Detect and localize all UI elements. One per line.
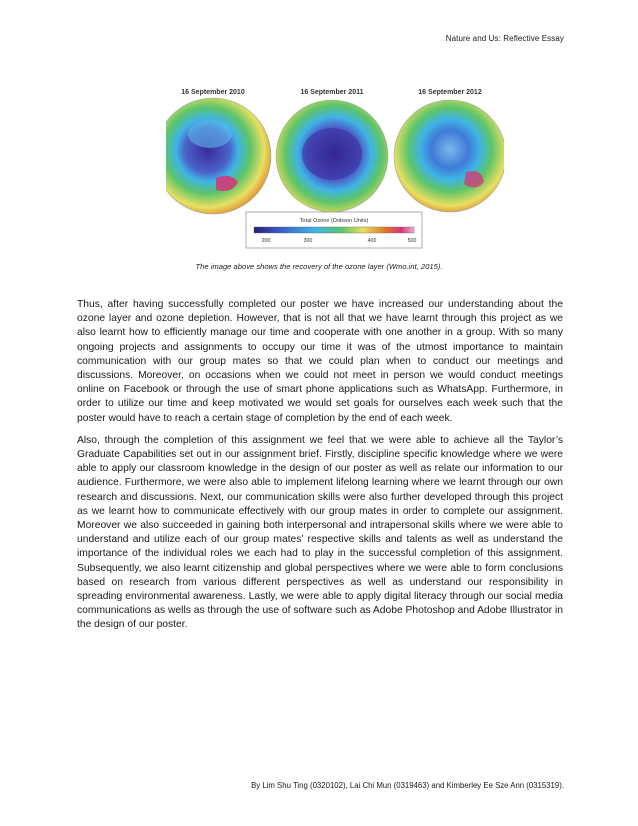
figure-caption: The image above shows the recovery of the ozone layer (Wmo.int, 2015). <box>195 262 443 271</box>
page-header: Nature and Us: Reflective Essay <box>445 34 564 43</box>
legend-tick: 200 <box>261 238 271 244</box>
ozone-figure <box>166 82 504 258</box>
ozone-globe-2011 <box>276 100 388 212</box>
legend-tick: 300 <box>303 238 313 244</box>
essay-body <box>77 298 563 641</box>
ozone-legend <box>246 212 422 248</box>
panel-date-2011: 16 September 2011 <box>300 89 364 96</box>
ozone-maps-image <box>166 82 504 258</box>
paragraph: Thus, after having successfully completed our poster we have increased our understanding about the ozone layer and ozone depletion. However, that is not all that we have learnt through this project as we also learnt how to efficiently manage our time and cooperate with one another in a group. With so many ongoing projects and assignments to occupy our time it was of the utmost importance to maintain communication with our group mates so that we could plan when to conduct our meetings and discussions. Moreover, on occasions when we could not meet in person we would conduct meetings online on Facebook or through the use of smart phone applications such as WhatsApp. Furthermore, in order to utilize our time and keep motivated we would set goals for ourselves each week such that the poster would have to reach a certain stage of completion by the end of each week. <box>77 299 563 424</box>
legend-tick: 500 <box>407 238 417 244</box>
paragraph: Also, through the completion of this assignment we feel that we were able to achieve all the Taylor’s Graduate Capabilities set out in our assignment brief. Firstly, discipline specific knowledge where we were able to apply our classroom knowledge in the design of our poster as well as relate our information to our audience. Furthermore, we were also able to implement lifelong learning where we learnt through our own research and discussions. Next, our communication skills were also further developed through this project as we learnt how to communicate effectively with our group mates in order to complete our assignment. Moreover we also succeeded in gaining both interpersonal and intrapersonal skills where we were able to understand and utilize each of our group mates’ respective skills and talents as well as understand the importance of the individual roles we each had to play in the successful completion of this assignment. Subsequently, we also learnt citizenship and global perspectives where we were able to form conclusions based on research from various different perspectives as well as understand our responsibility in spreading environmental awareness. Lastly, we were able to apply digital literacy through our social media communications as wells as through the use of software such as Adobe Photoshop and Adobe Illustrator in the design of our poster. <box>77 434 563 631</box>
legend-title: Total Ozone (Dobson Units) <box>299 218 369 224</box>
panel-date-2010: 16 September 2010 <box>181 89 245 96</box>
legend-color-bar <box>254 227 414 233</box>
panel-date-2012: 16 September 2012 <box>418 89 482 96</box>
ozone-globe-2010 <box>166 98 271 214</box>
legend-tick: 400 <box>367 238 377 244</box>
page-footer: By Lim Shu Ting (0320102), Lai Chi Mun (0319463) and Kimberley Ee Sze Ann (0315319). <box>251 781 564 790</box>
ozone-globe-2012 <box>394 100 504 212</box>
